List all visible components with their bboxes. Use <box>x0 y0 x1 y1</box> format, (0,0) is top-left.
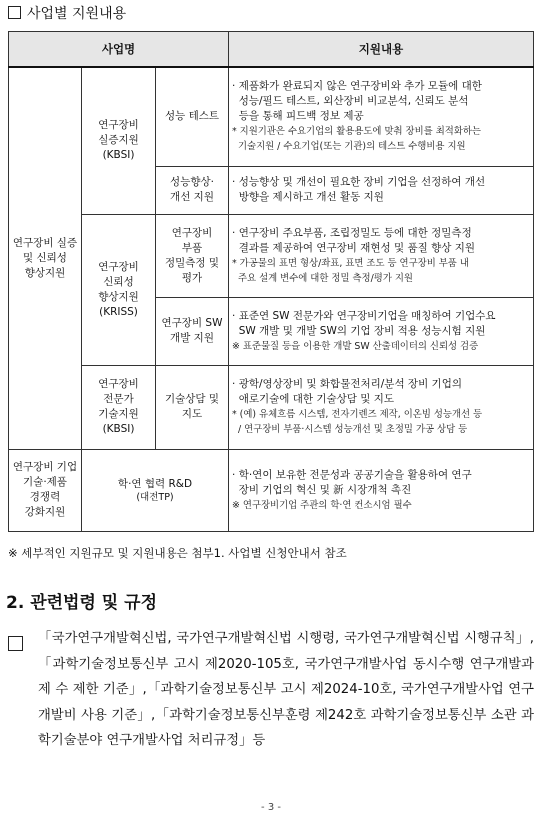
program-sub: (대전TP) <box>136 491 174 503</box>
sub-sw <box>156 297 229 365</box>
cell-line: 기술상담 및 <box>164 393 220 405</box>
org-kbsi-expert <box>82 365 156 449</box>
desc-precision <box>229 214 534 297</box>
desc-line: · 연구장비 주요부품, 조립정밀도 등에 대한 정밀측정 <box>232 226 472 239</box>
desc-perf-improve <box>229 166 534 214</box>
desc-line: 결과를 제공하여 연구장비 재현성 및 품질 향상 지원 <box>232 241 476 254</box>
group-name <box>12 236 78 281</box>
checkbox-square-icon <box>8 6 21 19</box>
sub-name <box>159 109 225 124</box>
sub-perf-improve <box>156 166 229 214</box>
program-rnd <box>82 449 229 531</box>
cell-line: 성능 테스트 <box>164 110 220 123</box>
desc-sw <box>229 297 534 365</box>
sub-name <box>159 316 225 346</box>
desc-consult <box>229 365 534 449</box>
desc-rnd <box>229 449 534 531</box>
desc-line: SW 개발 및 개발 SW의 기업 장비 적용 성능시험 지원 <box>232 324 486 337</box>
desc-notes <box>232 124 530 154</box>
note-line: * 지원기관은 수요기업의 활용용도에 맞춰 장비를 최적화하는 <box>232 126 481 138</box>
desc-perf-test <box>229 67 534 166</box>
cell-line: 연구장비 SW <box>161 317 223 329</box>
cell-line: 개선 지원 <box>170 191 214 203</box>
cell-line: 신뢰성 <box>103 275 134 288</box>
sub-precision <box>156 214 229 297</box>
program-name: 학·연 협력 R&D <box>117 477 193 490</box>
group-equipment-reliability <box>9 67 82 449</box>
cell-line: 기술지원 <box>98 408 139 420</box>
desc-notes <box>232 498 530 513</box>
desc-line: · 제품화가 완료되지 않은 연구장비와 추가 모듈에 대한 <box>232 80 482 93</box>
cell-line: 연구장비 <box>98 260 139 273</box>
desc-line: 방향을 제시하고 개선 활동 지원 <box>232 191 384 203</box>
note-line: * (예) 유체흐름 시스템, 전자기렌즈 제작, 이온빔 성능개선 등 <box>232 409 483 420</box>
desc-line: 등을 통해 피드백 정보 제공 <box>232 110 364 123</box>
desc-line: 성능/필드 테스트, 외산장비 비교분석, 신뢰도 분석 <box>232 95 469 108</box>
cell-line: 연구장비 기업 <box>12 461 78 473</box>
cell-line: 향상지원 <box>98 290 139 303</box>
table-header-row <box>9 32 534 68</box>
cell-line: 기술·제품 <box>23 476 67 488</box>
support-table <box>8 31 534 532</box>
cell-line: 전문가 <box>103 393 134 405</box>
desc-lines <box>232 377 530 407</box>
desc-lines <box>232 175 530 205</box>
org-name <box>85 118 152 163</box>
desc-notes <box>232 407 530 437</box>
table-row <box>9 67 534 166</box>
cell-line: 연구장비 <box>98 378 139 390</box>
desc-lines <box>232 468 530 498</box>
desc-line: 장비 기업의 혁신 및 新 시장개척 촉진 <box>232 483 412 496</box>
cell-line: 강화지원 <box>24 506 66 518</box>
group-competitiveness <box>9 449 82 531</box>
section-title: 사업별 지원내용 <box>27 6 127 22</box>
sub-perf-test <box>156 67 229 166</box>
desc-line: 애로기술에 대한 기술상담 및 지도 <box>232 393 395 405</box>
cell-line: 연구장비 실증 <box>12 236 78 249</box>
org-name <box>85 377 152 437</box>
cell-line: 실증지원 <box>98 134 139 147</box>
footnote: ※ 세부적인 지원규모 및 지원내용은 첨부1. 사업별 신청안내서 참조 <box>8 546 347 560</box>
note-line: ※ 표준물질 등을 이용한 개발 SW 산출데이터의 신뢰성 검증 <box>232 340 479 352</box>
section2-title: 2. 관련법령 및 규정 <box>6 593 157 613</box>
cell-line: 지도 <box>181 408 203 420</box>
desc-notes <box>232 256 530 286</box>
section-heading <box>8 5 126 23</box>
desc-line: · 성능향상 및 개선이 필요한 장비 기업을 선정하여 개선 <box>232 176 486 188</box>
para-box-wrap <box>8 635 29 654</box>
org-name <box>85 260 152 320</box>
org-kriss <box>82 214 156 365</box>
sub-consult <box>156 365 229 449</box>
cell-line: (KBSI) <box>102 423 135 435</box>
note-line: ※ 연구장비기업 주관의 학·연 컨소시엄 필수 <box>232 499 412 511</box>
header-support: 지원내용 <box>229 32 534 68</box>
regulations-paragraph: 「국가연구개발혁신법, 국가연구개발혁신법 시행령, 국가연구개발혁신법 시행규칙」,「과학기술정보통신부 고시 제2020-105호, 국가연구개발사업 동시수행 연구개발과제 수 제한 기준」,「과학기술정보통신부 고시 제2024-10호, 국가연구개발사업 연구개발비 사용 기준」,「과학기술정보통신부훈령 제242호 과학기술정보통신부 소관 과학기술분야 연구개발사업 처리규정」등 <box>38 631 534 748</box>
sub-name <box>159 175 225 205</box>
cell-line: 성능향상· <box>170 176 214 188</box>
desc-lines <box>232 79 530 124</box>
cell-line: (KBSI) <box>102 149 135 162</box>
cell-line: 연구장비 <box>171 226 213 239</box>
table-row <box>9 365 534 449</box>
cell-line: 및 신뢰성 <box>23 251 67 264</box>
desc-line: · 광학/영상장비 및 화합물전처리/분석 장비 기업의 <box>232 378 462 390</box>
note-line: 주요 설계 변수에 대한 정밀 측정/평가 지원 <box>232 272 413 284</box>
desc-notes <box>232 339 530 354</box>
cell-line: 정밀측정 및 <box>164 256 220 269</box>
org-kbsi-demo <box>82 67 156 214</box>
note-line: / 연구장비 부품·시스템 성능개선 및 초정밀 가공 상담 등 <box>232 424 468 435</box>
desc-line: · 학·연이 보유한 전문성과 공공기술을 활용하여 연구 <box>232 468 472 481</box>
sub-name <box>159 226 225 286</box>
cell-line: 부품 <box>181 241 203 254</box>
cell-line: 향상지원 <box>24 266 66 279</box>
table-row <box>9 214 534 297</box>
cell-line: (KRISS) <box>99 305 138 318</box>
cell-line: 경쟁력 <box>29 491 61 503</box>
header-program: 사업명 <box>9 32 229 68</box>
cell-line: 개발 지원 <box>170 332 214 344</box>
desc-line: · 표준연 SW 전문가와 연구장비기업을 매칭하여 기업수요 <box>232 309 496 322</box>
sub-name <box>159 392 225 422</box>
table-row <box>9 449 534 531</box>
desc-lines <box>232 309 530 339</box>
note-line: 기술지원 / 수요기업(또는 기관)의 테스트 수행비용 지원 <box>232 141 466 153</box>
cell-line: 연구장비 <box>98 119 139 132</box>
group-name <box>12 460 78 520</box>
checkbox-square-icon <box>8 636 23 651</box>
desc-lines <box>232 226 530 256</box>
cell-line: 평가 <box>181 271 203 284</box>
note-line: * 가공물의 표면 형상/좌표, 표면 조도 등 연구장비 부품 내 <box>232 257 469 269</box>
page-number: - 3 - <box>261 802 281 813</box>
